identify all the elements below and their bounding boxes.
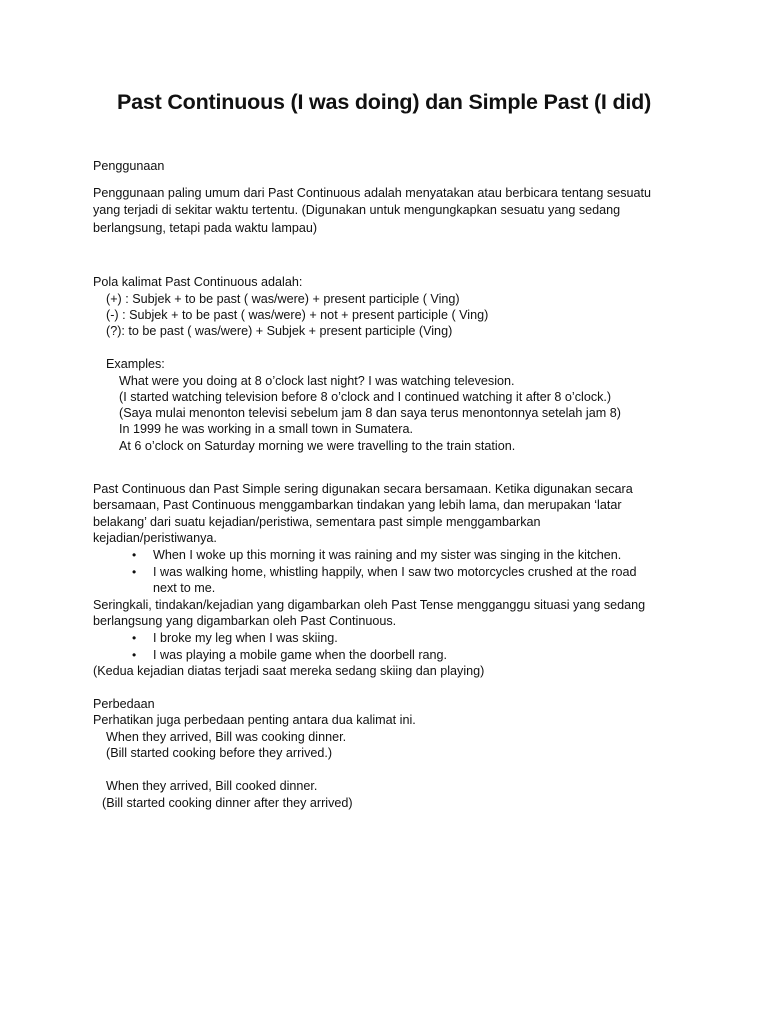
list-item-continuation: next to me. (153, 581, 216, 595)
usage-paragraph-line: Penggunaan paling umum dari Past Continuous adalah menyatakan atau berbicara tentang sesuatu (93, 186, 652, 200)
together-paragraph-line: bersamaan, Past Continuous menggambarkan tindakan yang lebih lama, dan merupakan ‘latar (93, 498, 622, 512)
pattern-negative: (-) : Subjek + to be past ( was/were) + not + present participle ( Ving) (106, 308, 489, 322)
pattern-question: (?): to be past ( was/were) + Subjek + present participle (Ving) (106, 324, 453, 338)
list-item: I was playing a mobile game when the doorbell rang. (153, 648, 448, 662)
difference-heading: Perbedaan (93, 697, 155, 711)
examples-label: Examples: (106, 357, 165, 371)
example-line: What were you doing at 8 o’clock last night? I was watching televesion. (119, 374, 515, 388)
pattern-positive: (+) : Subjek + to be past ( was/were) + present participle ( Ving) (106, 292, 460, 306)
together-paragraph2-line: Seringkali, tindakan/kejadian yang digambarkan oleh Past Tense mengganggu situasi yang sedang (93, 598, 646, 612)
usage-paragraph-line: yang terjadi di sekitar waktu tertentu. (Digunakan untuk mengungkapkan sesuatu yang sedang (93, 203, 621, 217)
difference-intro: Perhatikan juga perbedaan penting antara dua kalimat ini. (93, 713, 416, 727)
bullet-icon: • (132, 648, 137, 662)
bullet-icon: • (132, 548, 137, 562)
pattern-heading: Pola kalimat Past Continuous adalah: (93, 275, 303, 289)
difference-example-note: (Bill started cooking before they arrived.) (106, 746, 333, 760)
usage-heading: Penggunaan (93, 159, 165, 173)
example-line: In 1999 he was working in a small town in Sumatera. (119, 422, 414, 436)
together-paragraph-line: Past Continuous dan Past Simple sering digunakan secara bersamaan. Ketika digunakan secara (93, 482, 633, 496)
together-paragraph-line: kejadian/peristiwanya. (93, 531, 217, 545)
together-paragraph-line: belakang’ dari suatu kejadian/peristiwa, sementara past simple menggambarkan (93, 515, 541, 529)
usage-paragraph-line: berlangsung, tetapi pada waktu lampau) (93, 221, 318, 235)
together-note: (Kedua kejadian diatas terjadi saat mereka sedang skiing dan playing) (93, 664, 485, 678)
example-line: At 6 o’clock on Saturday morning we were travelling to the train station. (119, 439, 516, 453)
difference-example: When they arrived, Bill was cooking dinner. (106, 730, 347, 744)
example-line: (Saya mulai menonton televisi sebelum jam 8 dan saya terus menontonnya setelah jam 8) (119, 406, 621, 420)
difference-example: When they arrived, Bill cooked dinner. (106, 779, 318, 793)
example-line: (I started watching television before 8 o’clock and I continued watching it after 8 o’clock.) (119, 390, 612, 404)
list-item: When I woke up this morning it was raining and my sister was singing in the kitchen. (153, 548, 622, 562)
list-item: I broke my leg when I was skiing. (153, 631, 338, 645)
document-title: Past Continuous (I was doing) dan Simple Past (I did) (116, 90, 652, 114)
difference-example-note: (Bill started cooking dinner after they arrived) (102, 796, 353, 810)
bullet-icon: • (132, 565, 137, 579)
bullet-icon: • (132, 631, 137, 645)
together-paragraph2-line: berlangsung yang digambarkan oleh Past Continuous. (93, 614, 397, 628)
list-item: I was walking home, whistling happily, when I saw two motorcycles crushed at the road (153, 565, 637, 579)
